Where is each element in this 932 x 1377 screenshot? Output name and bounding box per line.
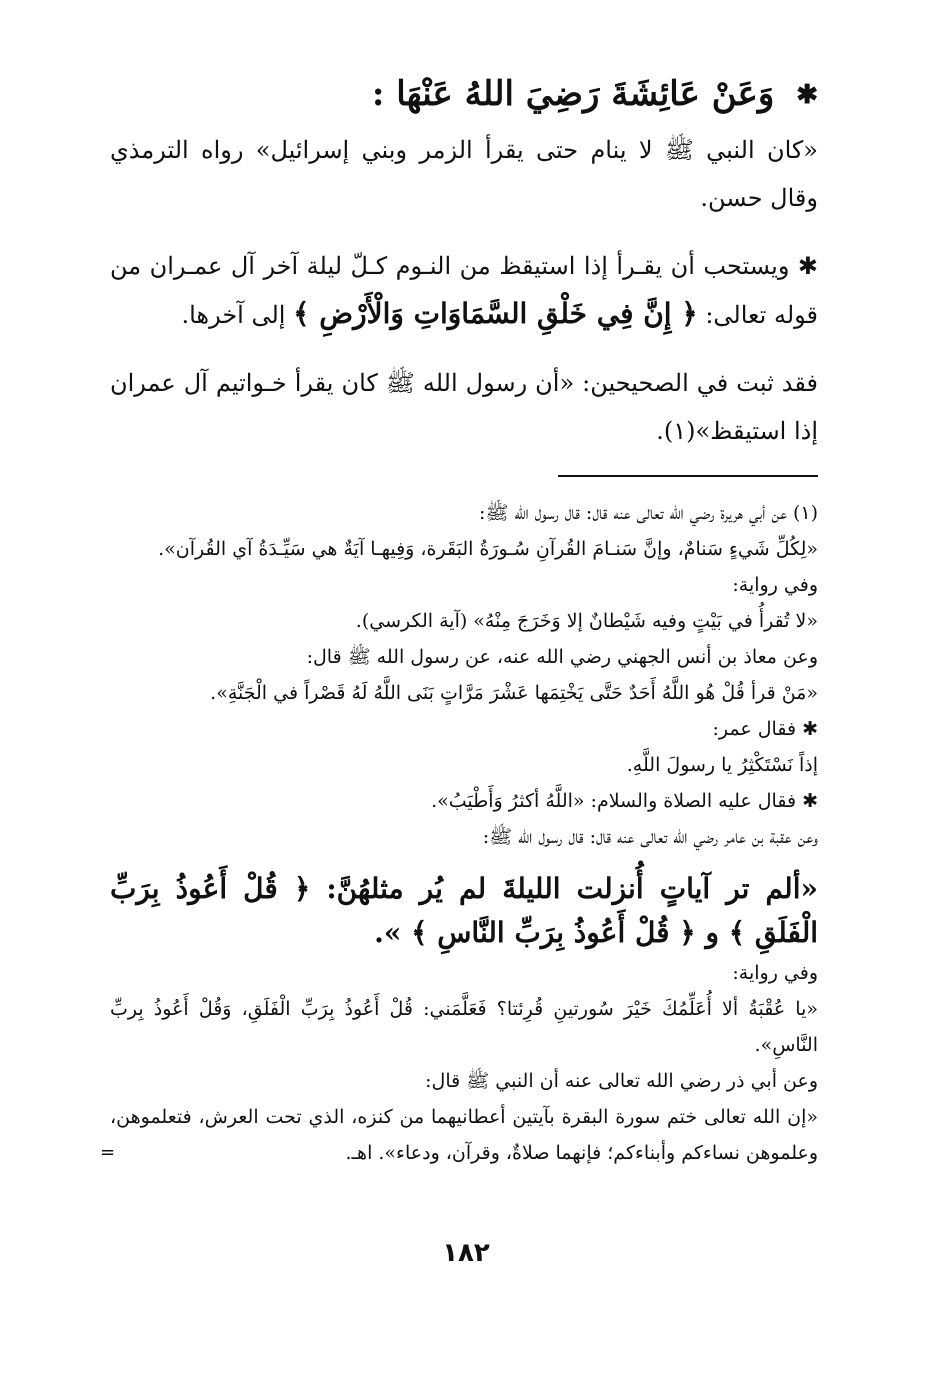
footnote-line: «لا تُقرأُ في بَيْتٍ وفيه شَيْطانٌ إلا وَخَرَجَ مِنْهُ» (آية الكرسي). [355,610,818,633]
quran-nas: ﴿ قُلْ أَعُوذُ بِرَبِّ النَّاسِ ﴾ [411,916,696,950]
page-number: ١٨٢ [442,1238,490,1268]
paragraph-2-end: إلى آخرها. [181,301,286,330]
footnote-last-text: «إن الله تعالى ختم سورة البقرة بآيتين أعطانيهما من كنزه، الذي تحت العرش، فتعلموهن، وعلموهن نساءكم وأبناءكم؛ فإنهما صلاةٌ، وقرآن، ودعاء». اهـ. [110,1106,818,1165]
continued-mark: = [100,1142,116,1164]
conjunction: و [705,916,719,950]
hadith-intro: «ألم تر آياتٍ أُنزلت الليلةَ لم يُر مثلهُنَّ: [326,872,818,906]
page-body [100,72,818,1171]
muawwidhatayn-hadith [110,867,818,955]
paragraph-2 [110,242,818,339]
footnote-divider [558,475,818,477]
footnote-line: وعن معاذ بن أنس الجهني رضي الله عنه، عن رسول الله ﷺ قال: [306,646,818,669]
footnote-line: «يا عُقْبَةُ ألا أُعَلِّمُكَ خَيْرَ سُورتينِ قُرِئتا؟ فَعَلَّمَني: قُلْ أَعُوذُ بِرَبِّ الْفَلَقِ، وَقُلْ أَعُوذُ بِربِّ النَّاسِ». [110,998,818,1057]
footnote-line: وعن أبي ذر رضي الله تعالى عنه أن النبي ﷺ قال: [425,1070,818,1093]
footnote-line: «مَنْ قرأ قُلْ هُو اللَّهُ أَحَدٌ حَتَّى يَخْتِمَها عَشْرَ مَرَّاتٍ بَنَى اللَّهُ لَهُ قَصْراً في الْجَنَّةِ». [210,682,818,705]
footnote-line: «لِكُلِّ شَيءٍ سَنامٌ، وإنَّ سَنـامَ القُرآنِ سُـورَةُ البَقَرة، وَفِيهـا آيَةٌ هي سَيِّـدَةُ آي القُرآن». [158,538,818,561]
footnote-line: (١) عن أبي هريرة رضي الله تعالى عنه قال: قال رسول الله ﷺ: [479,502,818,525]
hadith-close: ». [374,916,402,950]
footnotes [100,495,818,1171]
footnote-line: وفي رواية: [732,574,818,597]
footnote-line: ✱ فقال عمر: [712,718,818,741]
footnote-line: وفي رواية: [732,962,818,985]
paragraph-3: فقد ثبت في الصحيحين: «أن رسول الله ﷺ كان يقرأ خـواتيم آل عمران إذا استيقظ»(١). [110,369,818,446]
section-heading [110,72,818,116]
footnote-line: ✱ فقال عليه الصلاة والسلام: «اللَّهُ أكثرُ وَأَطْيَبُ». [431,790,818,813]
asterisk-icon: ✱ [796,80,818,111]
paragraph-2-start: ✱ ويستحب أن يقـرأ إذا استيقظ من النـوم كـلّ ليلة آخر آل عمـران من قوله تعالى: [110,252,818,330]
heading-text: وَعَنْ عَائِشَةَ رَضِيَ اللهُ عَنْهَا : [371,74,775,114]
footnote-last-line [100,1099,818,1171]
paragraph-1: «كان النبي ﷺ لا ينام حتى يقرأ الزمر وبني إسرائيل» رواه الترمذي وقال حسن. [110,136,818,213]
quran-falaq: ﴿ قُلْ أَعُوذُ بِرَبِّ الْفَلَقِ ﴾ [110,872,818,950]
footnote-line: وعن عقبة بن عامر رضي الله تعالى عنه قال: قال رسول الله ﷺ: [482,826,818,849]
footnote-line: إذاً نَسْتَكْثِرُ يا رسولَ اللَّهِ. [626,754,818,777]
quran-verse: ﴿ إِنَّ فِي خَلْقِ السَّمَاوَاتِ وَالْأَرْضِ ﴾ [293,297,698,331]
